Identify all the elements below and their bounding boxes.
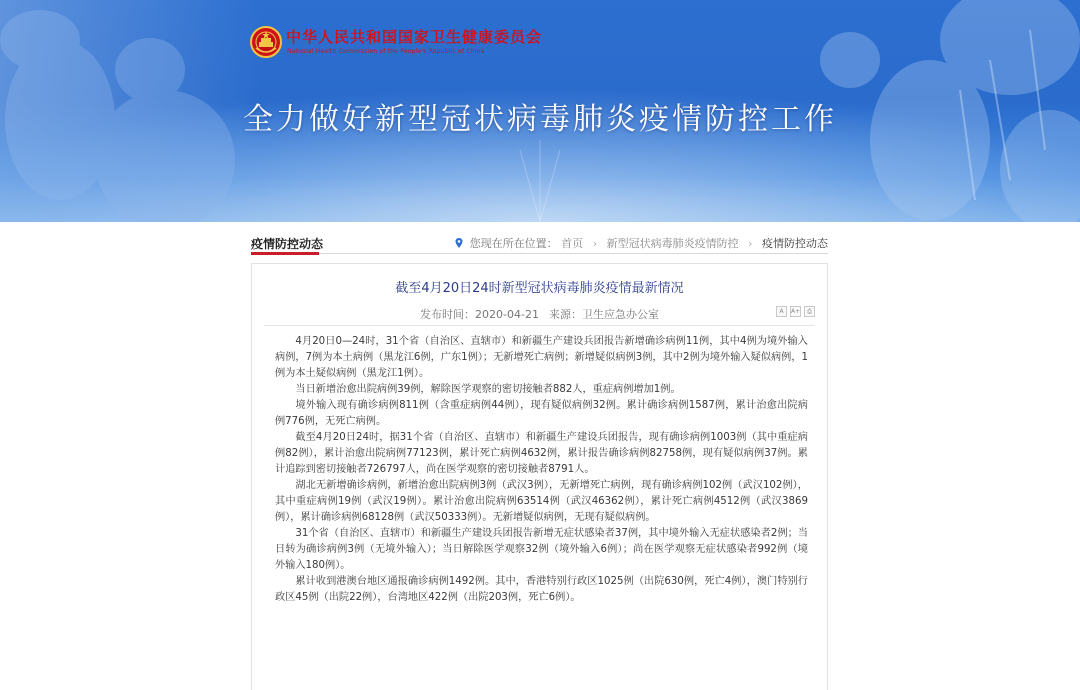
breadcrumb-current[interactable]: 疫情防控动态 <box>762 237 828 250</box>
breadcrumb-separator: › <box>592 236 598 250</box>
publish-label: 发布时间： <box>420 308 476 321</box>
location-pin-icon <box>455 238 463 248</box>
breadcrumb-separator: › <box>748 236 753 250</box>
header-banner <box>0 0 1080 222</box>
article-paragraph: 4月20日0—24时，31个省（自治区、直辖市）和新疆生产建设兵团报告新增确诊病例11例，其中4例为境外输入病例，7例为本土病例（黑龙江6例，广东1例）；无新增死亡病例；新增疑似病例3例，其中2例为境外输入疑似病例，1例为本土疑似病例（黑龙江1例）。 <box>275 336 808 379</box>
banner-title: 全力做好新型冠状病毒肺炎疫情防控工作 <box>243 102 837 137</box>
article-divider <box>264 325 815 326</box>
article-body <box>275 334 808 606</box>
print-button[interactable]: ⎙ <box>804 306 815 317</box>
breadcrumb <box>455 235 828 251</box>
article-paragraph: 31个省（自治区、直辖市）和新疆生产建设兵团报告新增无症状感染者37例，其中境外输入无症状感染者2例；当日转为确诊病例3例（无境外输入）；当日解除医学观察32例（境外输入6例）；尚在医学观察无症状感染者992例（境外输入180例）。 <box>275 528 808 571</box>
article-container <box>251 263 828 690</box>
article-paragraph: 累计收到港澳台地区通报确诊病例1492例。其中，香港特别行政区1025例（出院630例，死亡4例），澳门特别行政区45例（出院22例），台湾地区422例（出院203例，死亡6例）。 <box>275 576 808 603</box>
source-name: 卫生应急办公室 <box>581 308 659 321</box>
breadcrumb-epidemic-control[interactable]: 新型冠状病毒肺炎疫情防控 <box>606 237 739 250</box>
publish-date: 2020-04-21 <box>475 308 539 321</box>
section-title[interactable]: 疫情防控动态 <box>251 237 324 251</box>
breadcrumb-home[interactable]: 首页 <box>561 237 584 250</box>
font-decrease-button[interactable]: A <box>776 306 787 317</box>
national-emblem-icon <box>250 26 282 58</box>
article-meta <box>252 306 827 322</box>
article-paragraph: 境外输入现有确诊病例811例（含重症病例44例），现有疑似病例32例。累计确诊病例1587例，累计治愈出院病例776例，无死亡病例。 <box>275 400 808 427</box>
article-paragraph: 湖北无新增确诊病例，新增治愈出院病例3例（武汉3例），无新增死亡病例，现有确诊病例102例（武汉102例），其中重症病例19例（武汉19例）。累计治愈出院病例63514例（武汉46362例），累计死亡病例4512例（武汉3869例），累计确诊病例68128例（武汉50333例）。无新增疑似病例，无现有疑似病例。 <box>275 480 808 523</box>
article-paragraph: 截至4月20日24时，据31个省（自治区、直辖市）和新疆生产建设兵团报告，现有确诊病例1003例（其中重症病例82例），累计治愈出院病例77123例，累计死亡病例4632例，累计报告确诊病例82758例，现有疑似病例37例。累计追踪到密切接触者726797人，尚在医学观察的密切接触者8791人。 <box>275 432 808 475</box>
font-increase-button[interactable]: A+ <box>791 308 801 315</box>
article-title: 截至4月20日24时新型冠状病毒肺炎疫情最新情况 <box>395 281 684 296</box>
source-label: 来源： <box>548 308 582 321</box>
section-title-underline <box>251 252 319 255</box>
site-logo[interactable] <box>250 22 570 62</box>
org-name-cn: 中华人民共和国国家卫生健康委员会 <box>286 28 543 46</box>
article-tools <box>773 306 815 319</box>
article-paragraph: 当日新增治愈出院病例39例，解除医学观察的密切接触者882人，重症病例增加1例。 <box>295 384 681 395</box>
breadcrumb-prefix: 您现在所在位置： <box>469 237 558 250</box>
section-header <box>251 230 828 254</box>
org-name-en: National Health Commission of the People's Republic of China <box>287 48 485 55</box>
